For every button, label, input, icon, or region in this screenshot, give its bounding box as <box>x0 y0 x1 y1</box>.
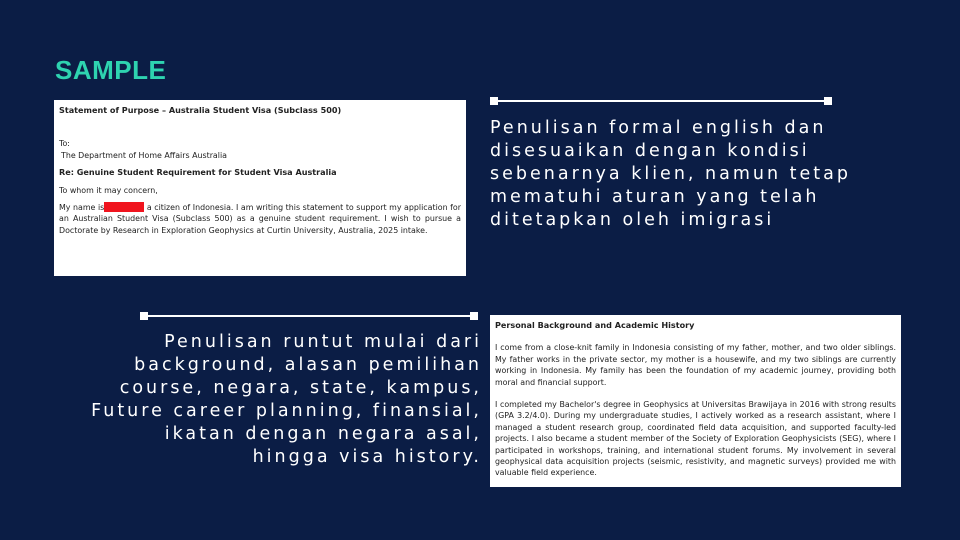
section-heading: Personal Background and Academic History <box>495 320 695 330</box>
divider-line-bottom <box>142 315 476 317</box>
caption-structured-writing: Penulisan runtut mulai dari background, alasan pemilihan course, negara, state, kampus, Future career planning, finansial, ikatan dengan negara asal, hingga visa history. <box>91 332 482 467</box>
salutation: To whom it may concern, <box>59 185 158 195</box>
slide-title: SAMPLE <box>55 55 167 85</box>
academic-paragraph: I completed my Bachelor's degree in Geophysics at Universitas Brawijaya in 2016 with strong results (GPA 3.2/4.0). During my undergraduate studies, I actively worked as a research assistant, where I managed a student research group, coordinated field data acquisition, and supported faculty-led projects. I also became a student member of the Society of Exploration Geophysicists (SEG), where I participated in workshops, training, and international student forums. My involvement in several geophysical data acquisition projects (seismic, resistivity, and magnetic surveys) provided me with valuable field experience. <box>495 400 896 478</box>
recipient-line: The Department of Home Affairs Australia <box>61 150 227 160</box>
family-paragraph: I come from a close-knit family in Indonesia consisting of my father, mother, and two older siblings. My father works in the private sector, my mother is a housewife, and my two siblings are currently working in Indonesia. My family has been the foundation of my academic journey, providing both moral and financial support. <box>495 343 896 387</box>
intro-start: My name is <box>59 203 105 213</box>
subject-line: Re: Genuine Student Requirement for Student Visa Australia <box>59 167 337 178</box>
statement-of-purpose-excerpt <box>54 100 466 276</box>
document-heading: Statement of Purpose – Australia Student Visa (Subclass 500) <box>59 105 342 115</box>
intro-rest: a citizen of Indonesia. I am writing this statement to support my application for an Australian Student Visa (Subclass 500) as a genuine student requirement. I wish to pursue a Doctorate by Research in Exploration Geophysics at Curtin University, Australia, 2025 intake. <box>59 203 461 235</box>
intro-paragraph <box>59 202 461 236</box>
personal-background-excerpt <box>490 315 901 487</box>
caption-formal-english: Penulisan formal english dan disesuaikan dengan kondisi sebenarnya klien, namun tetap mematuhi aturan yang telah ditetapkan oleh imigrasi <box>490 118 851 230</box>
to-label: To: <box>59 139 70 149</box>
redacted-name <box>104 202 144 212</box>
divider-line-top <box>492 100 830 102</box>
